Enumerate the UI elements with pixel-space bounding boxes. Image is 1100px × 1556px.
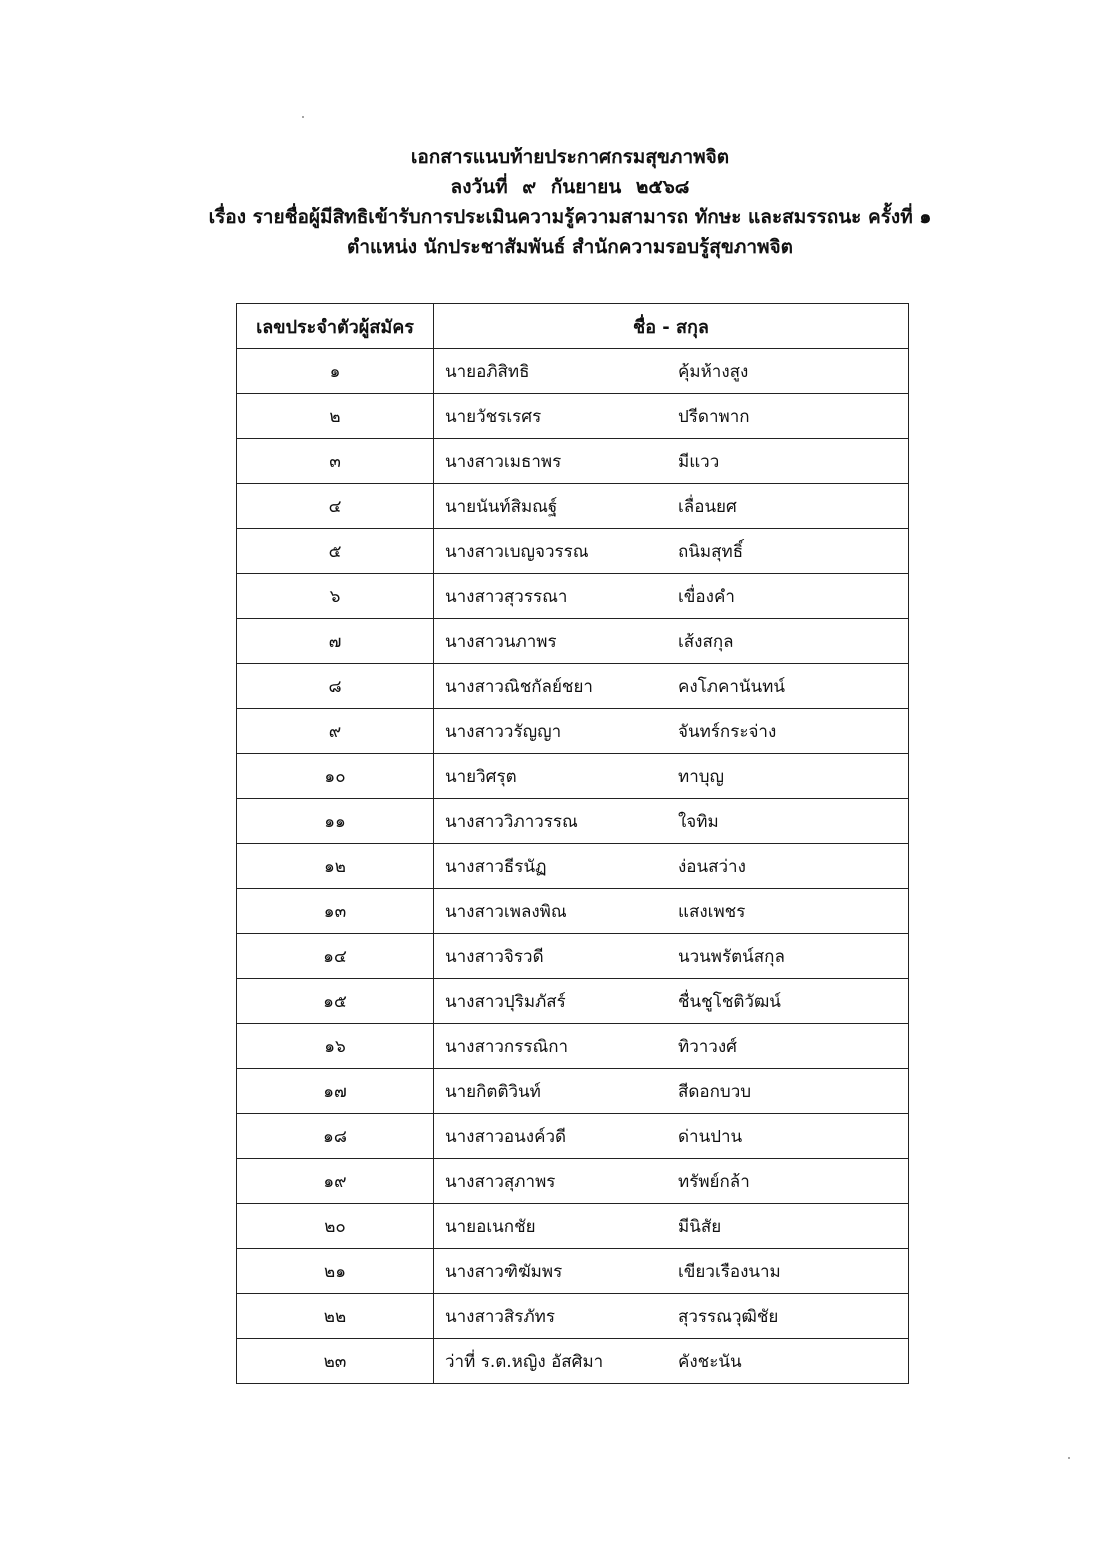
table-row: [237, 349, 909, 394]
name-wrap: [434, 889, 908, 933]
full-name-cell: [434, 1069, 909, 1114]
name-wrap: [434, 979, 908, 1023]
table-row: [237, 1024, 909, 1069]
last-name: ใจทิม: [678, 811, 719, 832]
first-name: นางสาวสุภาพร: [445, 1171, 556, 1192]
last-name: เขียวเรืองนาม: [678, 1261, 781, 1282]
table-row: [237, 889, 909, 934]
table-row: [237, 1069, 909, 1114]
last-name: ปรีดาพาก: [678, 406, 750, 427]
full-name-cell: [434, 1204, 909, 1249]
name-wrap: [434, 934, 908, 978]
name-wrap: [434, 1339, 908, 1383]
table-body: [237, 349, 909, 1384]
table-row: [237, 1114, 909, 1159]
title-position: ตำแหน่ง นักประชาสัมพันธ์ สำนักความรอบรู้สุขภาพจิต: [346, 236, 794, 258]
name-wrap: [434, 664, 908, 708]
full-name-cell: [434, 1114, 909, 1159]
last-name: เขื่องคำ: [678, 586, 735, 607]
first-name: นางสาววิภาวรรณ: [445, 811, 578, 832]
name-wrap: [434, 619, 908, 663]
full-name-cell: [434, 754, 909, 799]
full-name-cell: [434, 439, 909, 484]
last-name: เลื่อนยศ: [678, 496, 737, 517]
table-row: [237, 529, 909, 574]
last-name: ทรัพย์กล้า: [678, 1171, 750, 1192]
table-row: [237, 394, 909, 439]
applicant-id-cell: ๕: [237, 529, 434, 574]
name-wrap: [434, 1294, 908, 1338]
table-row: [237, 1204, 909, 1249]
first-name: นางสาวฑิฆัมพร: [445, 1261, 563, 1282]
table-row: [237, 1294, 909, 1339]
scan-speck: [302, 116, 304, 118]
name-wrap: [434, 1069, 908, 1113]
name-wrap: [434, 754, 908, 798]
table-header-row: [237, 304, 909, 349]
applicant-id-cell: ๑๓: [237, 889, 434, 934]
last-name: แสงเพชร: [678, 901, 746, 922]
applicant-id-cell: ๑๐: [237, 754, 434, 799]
applicant-id-cell: ๑๘: [237, 1114, 434, 1159]
applicant-id-cell: ๑๖: [237, 1024, 434, 1069]
applicant-id-cell: ๒: [237, 394, 434, 439]
table-row: [237, 439, 909, 484]
first-name: นางสาววรัญญา: [445, 721, 562, 742]
last-name: มีแวว: [678, 451, 720, 472]
scan-speck: [1068, 1457, 1070, 1459]
last-name: เส้งสกุล: [678, 631, 734, 652]
table-row: [237, 754, 909, 799]
full-name-cell: [434, 1159, 909, 1204]
table-row: [237, 709, 909, 754]
applicant-id-cell: ๒๐: [237, 1204, 434, 1249]
applicant-id-cell: ๑๕: [237, 979, 434, 1024]
first-name: นางสาวธีรนัฏ: [445, 856, 547, 877]
name-wrap: [434, 394, 908, 438]
table-row: [237, 484, 909, 529]
table-row: [237, 1159, 909, 1204]
applicant-id-cell: ๒๑: [237, 1249, 434, 1294]
table-row: [237, 574, 909, 619]
name-wrap: [434, 349, 908, 393]
table-row: [237, 619, 909, 664]
title-subject: เรื่อง รายชื่อผู้มีสิทธิเข้ารับการประเมินความรู้ความสามารถ ทักษะ และสมรรถนะ ครั้งที่ ๑: [208, 206, 932, 228]
header-full-name: ชื่อ - สกุล: [434, 304, 909, 349]
applicant-id-cell: ๑๗: [237, 1069, 434, 1114]
applicant-id-cell: ๗: [237, 619, 434, 664]
title-date: ลงวันที่ ๙ กันยายน ๒๕๖๘: [450, 176, 690, 198]
last-name: คุ้มห้างสูง: [678, 361, 749, 382]
full-name-cell: [434, 934, 909, 979]
applicant-id-cell: ๑๒: [237, 844, 434, 889]
full-name-cell: [434, 529, 909, 574]
full-name-cell: [434, 1024, 909, 1069]
first-name: นายอภิสิทธิ: [445, 361, 530, 382]
applicant-id-cell: ๑๔: [237, 934, 434, 979]
first-name: นางสาวกรรณิกา: [445, 1036, 569, 1057]
applicant-id-cell: ๑: [237, 349, 434, 394]
applicant-id-cell: ๖: [237, 574, 434, 619]
first-name: นางสาวปุริมภัสร์: [445, 991, 566, 1012]
first-name: นางสาวอนงค์วดี: [445, 1126, 567, 1147]
title-announcement: เอกสารแนบท้ายประกาศกรมสุขภาพจิต: [410, 146, 730, 168]
last-name: ถนิมสุทธิ์: [678, 541, 744, 562]
first-name: นางสาวเบญจวรรณ: [445, 541, 589, 562]
name-wrap: [434, 439, 908, 483]
table-row: [237, 979, 909, 1024]
applicant-id-cell: ๔: [237, 484, 434, 529]
last-name: ทาบุญ: [678, 766, 725, 787]
first-name: นายนันท์สิมณฐ์: [445, 496, 558, 517]
full-name-cell: [434, 709, 909, 754]
full-name-cell: [434, 979, 909, 1024]
full-name-cell: [434, 574, 909, 619]
name-wrap: [434, 1159, 908, 1203]
applicant-id-cell: ๙: [237, 709, 434, 754]
name-wrap: [434, 484, 908, 528]
applicant-id-cell: ๑๑: [237, 799, 434, 844]
applicant-id-cell: ๘: [237, 664, 434, 709]
full-name-cell: [434, 844, 909, 889]
last-name: ง่อนสว่าง: [678, 856, 746, 877]
applicant-id-cell: ๒๒: [237, 1294, 434, 1339]
last-name: ชื่นชูโชติวัฒน์: [678, 991, 781, 1012]
table-row: [237, 799, 909, 844]
candidate-table: [236, 303, 909, 1384]
table-row: [237, 1249, 909, 1294]
first-name: นางสาวเมธาพร: [445, 451, 562, 472]
first-name: นายวิศรุต: [445, 766, 517, 787]
full-name-cell: [434, 394, 909, 439]
first-name: นางสาวสุวรรณา: [445, 586, 568, 607]
full-name-cell: [434, 889, 909, 934]
table-row: [237, 1339, 909, 1384]
applicant-id-cell: ๓: [237, 439, 434, 484]
full-name-cell: [434, 1249, 909, 1294]
name-wrap: [434, 1249, 908, 1293]
name-wrap: [434, 1204, 908, 1248]
header-applicant-id: เลขประจำตัวผู้สมัคร: [237, 304, 434, 349]
first-name: นางสาวณิชกัลย์ชยา: [445, 676, 593, 697]
last-name: ด่านปาน: [678, 1126, 743, 1147]
applicant-id-cell: ๒๓: [237, 1339, 434, 1384]
last-name: จันทร์กระจ่าง: [678, 721, 777, 742]
name-wrap: [434, 1114, 908, 1158]
document-title-block: [150, 142, 990, 262]
full-name-cell: [434, 619, 909, 664]
last-name: คงโภคานันทน์: [678, 676, 785, 697]
last-name: คังชะนัน: [678, 1351, 742, 1372]
last-name: สุวรรณวุฒิชัย: [678, 1306, 779, 1327]
first-name: นายกิตติวินท์: [445, 1081, 541, 1102]
name-wrap: [434, 844, 908, 888]
first-name: นางสาวเพลงพิณ: [445, 901, 567, 922]
last-name: มีนิสัย: [678, 1216, 722, 1237]
full-name-cell: [434, 484, 909, 529]
table-row: [237, 664, 909, 709]
first-name: นางสาวสิรภัทร: [445, 1306, 555, 1327]
table-row: [237, 934, 909, 979]
name-wrap: [434, 709, 908, 753]
last-name: ทิวาวงศ์: [678, 1036, 737, 1057]
table-row: [237, 844, 909, 889]
name-wrap: [434, 799, 908, 843]
last-name: นวนพรัตน์สกุล: [678, 946, 785, 967]
name-wrap: [434, 529, 908, 573]
first-name: ว่าที่ ร.ต.หญิง อัสศิมา: [445, 1351, 604, 1372]
first-name: นางสาวนภาพร: [445, 631, 557, 652]
full-name-cell: [434, 349, 909, 394]
full-name-cell: [434, 664, 909, 709]
last-name: สีดอกบวบ: [678, 1081, 752, 1102]
full-name-cell: [434, 799, 909, 844]
applicant-id-cell: ๑๙: [237, 1159, 434, 1204]
first-name: นางสาวจิรวดี: [445, 946, 544, 967]
name-wrap: [434, 574, 908, 618]
first-name: นายอเนกชัย: [445, 1216, 536, 1237]
full-name-cell: [434, 1294, 909, 1339]
full-name-cell: [434, 1339, 909, 1384]
name-wrap: [434, 1024, 908, 1068]
first-name: นายวัชรเรศร: [445, 406, 542, 427]
